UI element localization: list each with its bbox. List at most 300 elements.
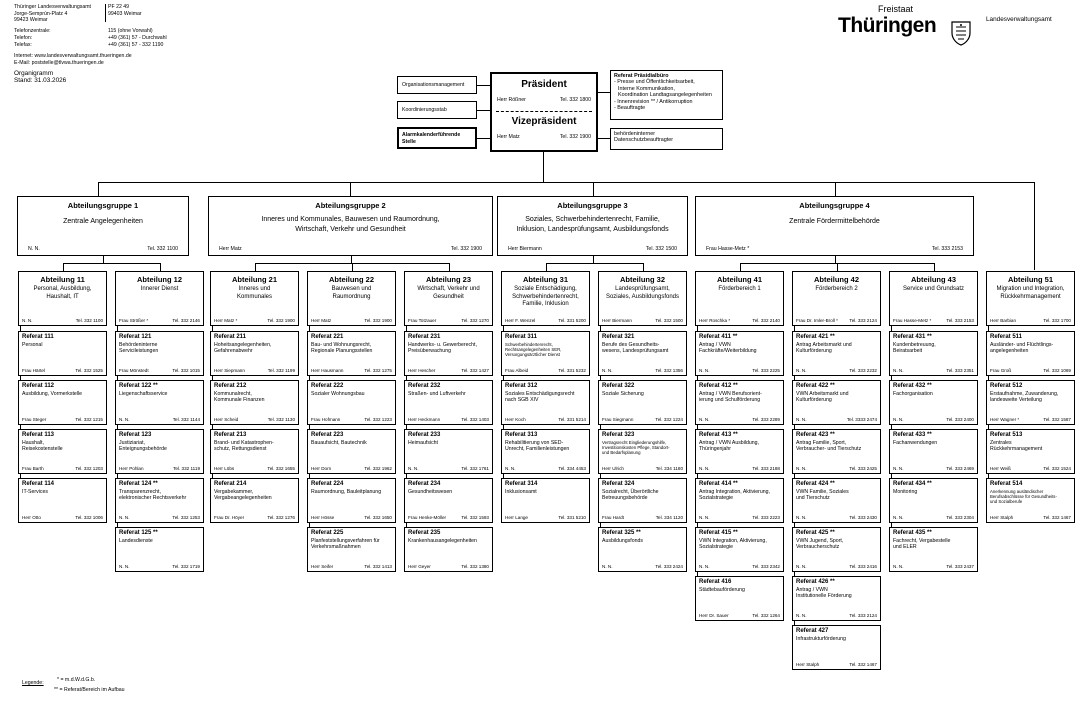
referat-head-tel: Tel. 332 1130 bbox=[267, 417, 295, 422]
referat-subtitle-line: Planfeststellungsverfahren für bbox=[311, 538, 380, 544]
referat-subtitle bbox=[119, 391, 201, 397]
connector-line bbox=[63, 263, 160, 264]
referat-footer bbox=[796, 564, 877, 569]
referat-subtitle-line: Ausbildungsfonds bbox=[602, 538, 643, 544]
referat-head-tel: Tel. 332 1650 bbox=[364, 515, 392, 520]
referat-head-name: N. N. bbox=[602, 368, 613, 373]
referat-footer bbox=[119, 417, 200, 422]
referat-subtitle bbox=[990, 489, 1072, 504]
referat-title: Referat 313 bbox=[505, 432, 538, 438]
referat-subtitle bbox=[699, 587, 781, 593]
referat-footer bbox=[602, 564, 683, 569]
referat-head-tel: Tel. 333 2469 bbox=[946, 466, 974, 471]
referat-box bbox=[986, 478, 1075, 523]
referat-head-name: Frau Hofmann bbox=[311, 417, 341, 422]
referat-title: Referat 415 ** bbox=[699, 530, 738, 536]
referat-head-tel: Tel. 332 1264 bbox=[752, 613, 780, 618]
group-box bbox=[695, 196, 974, 256]
referat-head-tel: Tel. 332 1467 bbox=[1043, 515, 1071, 520]
referat-head-tel: Tel. 332 1587 bbox=[1043, 417, 1071, 422]
referat-subtitle-line: Ausländer- und Flüchtlings- bbox=[990, 342, 1054, 348]
legend-label: Legende: bbox=[22, 680, 44, 686]
abteilung-title: Abteilung 31 bbox=[522, 275, 568, 284]
referat-subtitle bbox=[311, 391, 393, 397]
referat-title: Referat 323 bbox=[602, 432, 635, 438]
abteilung-head-tel: Tel. 332 1100 bbox=[75, 318, 103, 323]
referat-head-name: N. N. bbox=[119, 564, 130, 569]
referat-box bbox=[501, 429, 590, 474]
abteilung-box bbox=[307, 271, 396, 326]
buero-line: - Presse und Öffentlichkeitsarbeit, bbox=[614, 79, 695, 86]
connector-line bbox=[837, 263, 838, 271]
referat-box bbox=[695, 380, 784, 425]
referat-subtitle bbox=[214, 489, 296, 501]
referat-box bbox=[695, 429, 784, 474]
referat-title: Referat 414 ** bbox=[699, 481, 738, 487]
referat-box bbox=[792, 380, 881, 425]
group-head-name: Herr Matz bbox=[219, 246, 242, 252]
referat-subtitle bbox=[796, 342, 878, 354]
group-box bbox=[208, 196, 493, 256]
referat-head-name: N. N. bbox=[699, 466, 710, 471]
referat-head-name: Herr Dorn bbox=[311, 466, 332, 471]
referat-head-tel: Tel. 333 2351 bbox=[946, 368, 974, 373]
abteilung-footer bbox=[119, 318, 200, 323]
group-head-name: Frau Hasse-Metz * bbox=[706, 246, 750, 252]
referat-subtitle-line: VWN Familie, Soziales bbox=[796, 489, 849, 495]
referat-subtitle-line: Unrecht, Familienleistungen bbox=[505, 446, 570, 453]
referat-subtitle-line: Rechtsangelegenheiten SER, bbox=[505, 347, 562, 352]
referat-subtitle-line: Fachkräfte/Weiterbildung bbox=[699, 348, 757, 355]
abteilung-title: Abteilung 23 bbox=[425, 275, 471, 284]
referat-subtitle-line: Sozialer Wohnungsbau bbox=[311, 391, 365, 397]
referat-footer bbox=[893, 466, 974, 471]
referat-title: Referat 425 ** bbox=[796, 530, 835, 536]
doc-date: Stand: 31.03.2026 bbox=[14, 77, 67, 84]
connector-line bbox=[643, 263, 644, 271]
referat-box bbox=[404, 527, 493, 572]
referat-footer bbox=[893, 368, 974, 373]
abteilung-head-name: Frau Strößer * bbox=[119, 318, 149, 323]
abteilung-head-name: Herr Barbian bbox=[990, 318, 1017, 323]
abteilung-box bbox=[695, 271, 784, 326]
referat-subtitle-line: Vertragsrecht Eingliederungshilfe, bbox=[602, 440, 667, 445]
referat-subtitle bbox=[699, 489, 781, 501]
datenschutz-line: behördeninterner bbox=[614, 131, 656, 137]
referat-head-name: N. N. bbox=[408, 466, 419, 471]
referat-footer bbox=[796, 466, 877, 471]
abteilung-subtitle bbox=[21, 286, 104, 301]
abteilung-box bbox=[986, 271, 1075, 326]
referat-footer bbox=[893, 417, 974, 422]
referat-footer bbox=[505, 417, 586, 422]
group-footer bbox=[508, 246, 677, 252]
referat-subtitle bbox=[22, 391, 104, 397]
referat-subtitle bbox=[796, 440, 878, 452]
abteilung-footer bbox=[990, 318, 1071, 323]
connector-line bbox=[351, 256, 352, 263]
abteilung-subtitle bbox=[118, 286, 201, 294]
referat-title: Referat 314 bbox=[505, 481, 538, 487]
legend-line: ** = Referat/Bereich im Aufbau bbox=[54, 687, 125, 693]
referat-title: Referat 421 ** bbox=[796, 334, 835, 340]
abteilung-head-name: Herr F. Wenzel bbox=[505, 318, 536, 323]
referat-footer bbox=[214, 368, 295, 373]
referat-subtitle bbox=[990, 391, 1072, 403]
referat-head-name: N. N. bbox=[796, 613, 807, 618]
abteilung-subtitle-line: Schwerbehindertenrecht, bbox=[512, 293, 579, 300]
referat-subtitle-line: Verbraucherschutz bbox=[796, 544, 840, 551]
referat-title: Referat 221 bbox=[311, 334, 344, 340]
referat-title: Referat 235 bbox=[408, 530, 441, 536]
abteilung-head-name: Herr Matz * bbox=[214, 318, 238, 323]
referat-subtitle-line: Straßen- und Luftverkehr bbox=[408, 391, 466, 397]
abteilung-subtitle bbox=[698, 286, 781, 294]
abteilung-box bbox=[115, 271, 204, 326]
referat-head-name: N. N. bbox=[796, 466, 807, 471]
vice-name: Herr Matz bbox=[497, 134, 520, 140]
referat-footer bbox=[796, 417, 877, 422]
referat-subtitle bbox=[214, 391, 296, 403]
referat-box bbox=[307, 527, 396, 572]
referat-title: Referat 234 bbox=[408, 481, 441, 487]
president-tel: Tel. 332 1800 bbox=[559, 97, 591, 103]
referat-subtitle-line: Betreuungsbehörde bbox=[602, 495, 648, 502]
address-line: Thüringer Landesverwaltungsamt bbox=[14, 4, 91, 10]
referat-subtitle-line: Haushalt, bbox=[22, 440, 44, 446]
referat-subtitle-line: Ausbildung, Vormerkstelle bbox=[22, 391, 82, 397]
referat-head-tel: Tel. 332 1719 bbox=[172, 564, 200, 569]
referat-subtitle-line: Raumordnung, Bauleitplanung bbox=[311, 489, 382, 495]
referat-subtitle bbox=[699, 391, 781, 403]
referat-subtitle-line: VWN Integration, Aktivierung, bbox=[699, 538, 767, 544]
abteilung-footer bbox=[505, 318, 586, 323]
abteilung-title: Abteilung 32 bbox=[619, 275, 665, 284]
group-subtitle: Inneres und Kommunales, Bauwesen und Raumordnung, bbox=[261, 216, 440, 223]
referat-head-tel: Tel. 333 2425 bbox=[849, 466, 877, 471]
abteilung-head-tel: Tel. 332 2146 bbox=[172, 318, 200, 323]
referat-box bbox=[598, 527, 687, 572]
referat-head-tel: Tel. 332 1224 bbox=[655, 417, 683, 422]
abteilung-subtitle bbox=[989, 286, 1072, 301]
referat-head-name: Herr Löbs bbox=[214, 466, 235, 471]
referat-title: Referat 222 bbox=[311, 383, 344, 389]
referat-footer bbox=[796, 515, 877, 520]
referat-subtitle-line: Antrag / VWN Berufsorient- bbox=[699, 391, 762, 397]
referat-subtitle-line: Servicileistungen bbox=[119, 348, 159, 355]
referat-subtitle-line: angelegenheiten bbox=[990, 348, 1029, 355]
referat-head-tel: Tel. 331 5210 bbox=[558, 515, 586, 520]
referat-subtitle-line: Städtebauförderung bbox=[699, 587, 745, 593]
referat-title: Referat 312 bbox=[505, 383, 538, 389]
abteilung-box bbox=[18, 271, 107, 326]
referat-box bbox=[986, 429, 1075, 474]
referat-footer bbox=[893, 515, 974, 520]
referat-head-name: N. N. bbox=[796, 368, 807, 373]
referat-subtitle bbox=[119, 440, 201, 452]
referat-subtitle-line: Soziale Sicherung bbox=[602, 391, 644, 397]
referat-subtitle bbox=[699, 440, 781, 452]
referat-head-name: Herr Wagner * bbox=[990, 417, 1020, 422]
group-title: Abteilungsgruppe 3 bbox=[557, 201, 628, 210]
referat-subtitle-line: Antrag / VWN bbox=[796, 587, 828, 593]
abteilung-subtitle-line: Bauwesen und bbox=[331, 286, 372, 292]
referat-footer bbox=[796, 662, 877, 667]
referat-footer bbox=[893, 564, 974, 569]
abteilung-footer bbox=[311, 318, 392, 323]
referat-head-name: N. N. bbox=[699, 564, 710, 569]
referat-subtitle-line: Bauaufsicht, Bautechnik bbox=[311, 440, 367, 446]
abteilung-footer bbox=[408, 318, 489, 323]
referat-head-tel: Tel. 332 1524 bbox=[1043, 466, 1071, 471]
abteilung-subtitle-line: Migration und Integration, bbox=[996, 286, 1065, 292]
referat-subtitle-line: Beiratsarbeit bbox=[893, 348, 923, 355]
logo-top-text: Freistaat bbox=[878, 4, 914, 14]
referat-title: Referat 211 bbox=[214, 334, 247, 340]
referat-head-tel: Tel. 334 4453 bbox=[558, 466, 586, 471]
referat-head-tel: Tel. 332 1215 bbox=[75, 417, 103, 422]
referat-subtitle-line: Preisüberwachung bbox=[408, 348, 451, 355]
email-line[interactable]: E-Mail: poststelle@tlvwa.thueringen.de bbox=[14, 60, 104, 66]
abteilung-head-name: Herr Roschka * bbox=[699, 318, 731, 323]
referat-subtitle bbox=[602, 342, 684, 354]
referat-head-name: N. N. bbox=[505, 466, 516, 471]
referat-subtitle bbox=[505, 391, 587, 403]
referat-subtitle bbox=[119, 342, 201, 354]
abteilung-subtitle bbox=[892, 286, 975, 294]
referat-subtitle-line: VWN Arbeitsmarkt und bbox=[796, 391, 849, 397]
abteilung-title: Abteilung 12 bbox=[136, 275, 182, 284]
referat-footer bbox=[119, 466, 200, 471]
referat-footer bbox=[602, 466, 683, 471]
box-alarmkalender bbox=[397, 127, 477, 149]
group-footer bbox=[28, 246, 178, 252]
group-head-name: N. N. bbox=[28, 246, 40, 252]
referat-footer bbox=[505, 466, 586, 471]
referat-box bbox=[307, 478, 396, 523]
referat-subtitle bbox=[408, 342, 490, 354]
referat-title: Referat 423 ** bbox=[796, 432, 835, 438]
referat-subtitle-line: Behördeninterne bbox=[119, 342, 158, 348]
referat-subtitle-line: Reisekostenstelle bbox=[22, 446, 63, 453]
referat-box bbox=[986, 331, 1075, 376]
referat-head-name: N. N. bbox=[893, 515, 904, 520]
referat-head-name: N. N. bbox=[796, 417, 807, 422]
referat-head-name: Herr Hösse bbox=[311, 515, 335, 520]
referat-subtitle-line: Vergabeangelegenheiten bbox=[214, 495, 272, 502]
abteilung-head-name: Frau Totzauer bbox=[408, 318, 437, 323]
logo-main-text: Thüringen bbox=[838, 14, 937, 37]
abteilung-head-tel: Tel. 333 2153 bbox=[946, 318, 974, 323]
referat-title: Referat 325 ** bbox=[602, 530, 641, 536]
referat-footer bbox=[796, 613, 877, 618]
abteilung-head-tel: Tel. 332 1270 bbox=[461, 318, 489, 323]
abteilung-title: Abteilung 11 bbox=[40, 275, 85, 284]
referat-subtitle-line: Vergabekammer, bbox=[214, 489, 254, 495]
referat-subtitle bbox=[22, 489, 104, 495]
referat-subtitle bbox=[408, 440, 490, 446]
referat-subtitle bbox=[602, 538, 684, 544]
referat-box bbox=[404, 331, 493, 376]
referat-box bbox=[501, 478, 590, 523]
referat-title: Referat 431 ** bbox=[893, 334, 932, 340]
referat-subtitle-line: Regionale Planungsstellen bbox=[311, 348, 373, 355]
abteilung-title: Abteilung 42 bbox=[813, 275, 859, 284]
abteilung-head-tel: Tel. 332 2140 bbox=[752, 318, 780, 323]
abteilung-subtitle-line: Rückkehrmanagement bbox=[1000, 293, 1061, 300]
abteilung-head-tel: Tel. 331 5200 bbox=[558, 318, 586, 323]
referat-head-name: N. N. bbox=[699, 515, 710, 520]
referat-subtitle-line: Heimaufsicht bbox=[408, 440, 438, 446]
referat-subtitle-line: elektronischer Rechtsverkehr bbox=[119, 495, 187, 502]
referat-subtitle-line: Enteignungsbehörde bbox=[119, 446, 167, 453]
referat-head-name: Herr Hausmann bbox=[311, 368, 344, 373]
abteilung-head-tel: Tel. 332 1700 bbox=[1043, 318, 1071, 323]
abteilung-footer bbox=[893, 318, 974, 323]
contact-label: Telefonzentrale: bbox=[14, 28, 51, 34]
connector-line bbox=[352, 263, 353, 271]
referat-title: Referat 411 ** bbox=[699, 334, 738, 340]
referat-title: Referat 433 ** bbox=[893, 432, 932, 438]
referat-head-name: N. N. bbox=[119, 515, 130, 520]
referat-subtitle-line: Brand- und Katastrophen- bbox=[214, 440, 274, 446]
vice-title: Vizepräsident bbox=[511, 116, 577, 127]
referat-title: Referat 324 bbox=[602, 481, 635, 487]
referat-box bbox=[18, 429, 107, 474]
referat-head-tel: Tel. 332 1253 bbox=[172, 515, 200, 520]
referat-title: Referat 322 bbox=[602, 383, 635, 389]
referat-head-tel: Tel. 333 2400 bbox=[946, 417, 974, 422]
referat-box bbox=[115, 429, 204, 474]
referat-footer bbox=[602, 515, 683, 520]
referat-title: Referat 422 ** bbox=[796, 383, 835, 389]
president-title: Präsident bbox=[521, 79, 567, 90]
referat-footer bbox=[311, 564, 392, 569]
referat-head-name: Herr Weiß bbox=[990, 466, 1011, 471]
referat-head-name: N. N. bbox=[602, 564, 613, 569]
referat-footer bbox=[119, 564, 200, 569]
referat-footer bbox=[699, 613, 780, 618]
referat-subtitle bbox=[796, 391, 878, 403]
referat-head-tel: Tel. 332 1593 bbox=[461, 515, 489, 520]
referat-title: Referat 114 bbox=[22, 481, 55, 487]
referat-head-tel: Tel. 332 1069 bbox=[1043, 368, 1071, 373]
group-footer bbox=[219, 246, 482, 252]
referat-subtitle-line: VWN Jugend, Sport, bbox=[796, 538, 844, 544]
abteilung-title: Abteilung 41 bbox=[716, 275, 762, 284]
abteilung-head-name: Herr Biermann bbox=[602, 318, 632, 323]
abteilung-footer bbox=[602, 318, 683, 323]
connector-line bbox=[835, 256, 836, 263]
referat-subtitle-line: Fachorganisation bbox=[893, 391, 933, 397]
referat-subtitle-line: und Tierschutz bbox=[796, 495, 830, 502]
referat-subtitle bbox=[602, 391, 684, 397]
buero-line: - Beauftragte bbox=[614, 105, 646, 112]
legend-line: * = m.d.W.d.G.b. bbox=[57, 677, 96, 683]
referat-box bbox=[598, 429, 687, 474]
referat-subtitle-line: Fachrecht, Vergabestelle bbox=[893, 538, 951, 544]
referat-title: Referat 512 bbox=[990, 383, 1023, 389]
referat-subtitle bbox=[699, 538, 781, 550]
referat-head-tel: Tel. 333 2304 bbox=[946, 515, 974, 520]
referat-head-tel: Tel. 333 2342 bbox=[752, 564, 780, 569]
referat-subtitle-line: Institutionelle Förderung bbox=[796, 593, 852, 600]
referat-footer bbox=[119, 368, 200, 373]
referat-subtitle-line: Fachanwendungen bbox=[893, 440, 938, 446]
referat-head-tel: Tel. 332 1119 bbox=[173, 466, 200, 471]
referat-subtitle-line: Zentrales bbox=[990, 440, 1012, 446]
referat-subtitle-line: Liegenschaftsservice bbox=[119, 391, 168, 397]
referat-box bbox=[210, 478, 299, 523]
referat-subtitle-line: Inklusionsamt bbox=[505, 489, 537, 495]
abteilung-subtitle-line: Soziale Entschädigung, bbox=[514, 286, 577, 292]
abteilung-footer bbox=[214, 318, 295, 323]
abteilung-subtitle-line: Innerer Dienst bbox=[140, 286, 179, 292]
contact-value: +49 (361) 57 - Durchwahl bbox=[108, 35, 167, 41]
referat-subtitle-line: Verbraucher- und Tierschutz bbox=[796, 446, 862, 453]
abteilung-subtitle-line: Wirtschaft, Verkehr und bbox=[417, 286, 480, 292]
connector-line bbox=[546, 263, 547, 271]
referat-box bbox=[18, 380, 107, 425]
referat-subtitle-line: nach SGB XIV bbox=[505, 397, 539, 404]
referat-subtitle-line: Justiziariat, bbox=[119, 440, 145, 446]
group-subtitle: Soziales, Schwerbehindertenrecht, Familie, bbox=[525, 216, 660, 223]
box-organisationsmanagement bbox=[397, 76, 477, 94]
referat-head-tel: Tel. 332 1413 bbox=[364, 564, 392, 569]
referat-head-tel: Tel. 332 1203 bbox=[75, 466, 103, 471]
referat-footer bbox=[214, 417, 295, 422]
box-label: Organisationsmanagement bbox=[402, 82, 465, 88]
referat-box bbox=[307, 380, 396, 425]
referat-head-tel: Tel. 332 1356 bbox=[655, 368, 683, 373]
referat-head-tel: Tel. 332 1467 bbox=[849, 662, 877, 667]
connector-line bbox=[546, 263, 643, 264]
referat-subtitle bbox=[311, 440, 393, 446]
internet-line[interactable]: Internet: www.landesverwaltungsamt.thueringen.de bbox=[14, 53, 132, 59]
referat-title: Referat 514 bbox=[990, 481, 1023, 487]
box-koordinierungsstab bbox=[397, 101, 477, 119]
connector-line bbox=[934, 263, 935, 271]
referat-head-tel: Tel. 333 2188 bbox=[752, 466, 780, 471]
buero-line: Koordination Landtagsangelegenheiten bbox=[618, 92, 712, 99]
referat-footer bbox=[214, 466, 295, 471]
referat-head-tel: Tel. 333 2416 bbox=[849, 564, 877, 569]
referat-box bbox=[889, 380, 978, 425]
referat-subtitle-line: Kommunalrecht, bbox=[214, 391, 252, 397]
abteilung-subtitle bbox=[795, 286, 878, 294]
buero-line: Interne Kommunikation, bbox=[618, 85, 675, 92]
referat-box bbox=[404, 478, 493, 523]
referat-subtitle bbox=[893, 391, 975, 397]
referat-subtitle bbox=[408, 538, 490, 544]
referat-box bbox=[792, 331, 881, 376]
referat-subtitle-line: ierung und Schulförderung bbox=[699, 397, 761, 404]
referat-footer bbox=[408, 515, 489, 520]
contact-value: +49 (361) 57 - 332 1190 bbox=[108, 42, 164, 48]
referat-box bbox=[501, 380, 590, 425]
connector-line bbox=[160, 263, 161, 271]
referat-subtitle bbox=[699, 342, 781, 354]
connector-line bbox=[593, 256, 594, 263]
referat-head-tel: Tel. 332 1223 bbox=[364, 417, 392, 422]
referat-subtitle bbox=[119, 538, 201, 544]
referat-subtitle-line: Berufe des Gesundheits- bbox=[602, 342, 660, 348]
referat-head-name: N. N. bbox=[119, 417, 130, 422]
group-subtitle: Inklusion, Landesprüfungsamt, Ausbildungsfonds bbox=[516, 226, 669, 233]
referat-subtitle-line: Kulturförderung bbox=[796, 348, 832, 355]
referat-title: Referat 113 bbox=[22, 432, 55, 438]
referat-subtitle-line: Handwerks- u. Gewerberecht, bbox=[408, 342, 477, 348]
